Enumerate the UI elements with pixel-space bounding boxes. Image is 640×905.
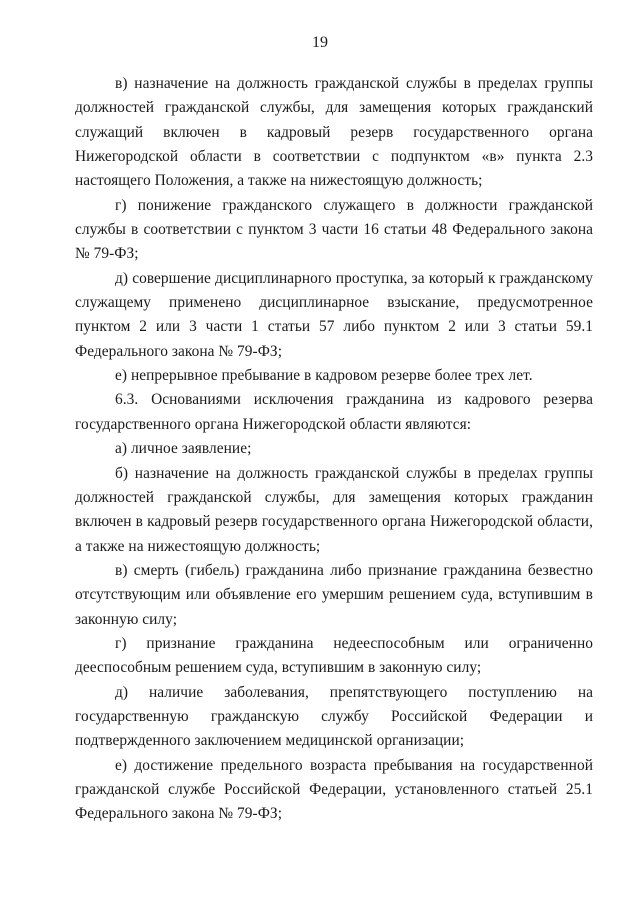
paragraph-e-age-limit: е) достижение предельного возраста пребывания на государственной гражданской службе Российской Федерации, установленного статьей 25.1 Федерального закона № 79-ФЗ; <box>75 756 593 823</box>
paragraph-a-personal-statement: а) личное заявление; <box>115 440 252 458</box>
page-number: 19 <box>312 34 328 51</box>
paragraph-v-death: в) смерть (гибель) гражданина либо признание гражданина безвестно отсутствующим или объявление его умершим решением суда, вступившим в законную силу; <box>75 561 593 628</box>
paragraph-d-illness: д) наличие заболевания, препятствующего поступлению на государственную гражданскую службу Российской Федерации и подтвержденного заключением медицинской организации; <box>75 683 593 750</box>
paragraph-e-three-years: е) непрерывное пребывание в кадровом резерве более трех лет. <box>115 367 533 385</box>
paragraph-v-appointment: в) назначение на должность гражданской службы в пределах группы должностей гражданской службы, для замещения которых гражданский служащий включен в кадровый резерв государственного органа Нижегородской области в соответствии с подпунктом «в» пункта 2.3 настоящего Положения, а также на нижестоящую должность; <box>75 75 593 190</box>
paragraph-6-3-grounds: 6.3. Основаниями исключения гражданина из кадрового резерва государственного органа Нижегородской области являются: <box>75 391 593 433</box>
paragraph-g-incapacity: г) признание гражданина недееспособным или ограниченно дееспособным решением суда, вступившим в законную силу; <box>75 634 593 677</box>
document-body <box>75 72 593 827</box>
paragraph-b-appointment: б) назначение на должность гражданской службы в пределах группы должностей гражданской службы, для замещения которых гражданин включен в кадровый резерв государственного органа Нижегородской области, а также на нижестоящую должность; <box>75 464 593 555</box>
paragraph-g-demotion: г) понижение гражданского служащего в должности гражданской службы в соответствии с пунктом 3 части 16 статьи 48 Федерального закона № 79-ФЗ; <box>75 196 593 263</box>
paragraph-d-disciplinary: д) совершение дисциплинарного проступка, за который к гражданскому служащему применено дисциплинарное взыскание, предусмотренное пунктом 2 или 3 части 1 статьи 57 либо пунктом 2 или 3 статьи 59.1 Федерального закона № 79-ФЗ; <box>75 269 593 360</box>
